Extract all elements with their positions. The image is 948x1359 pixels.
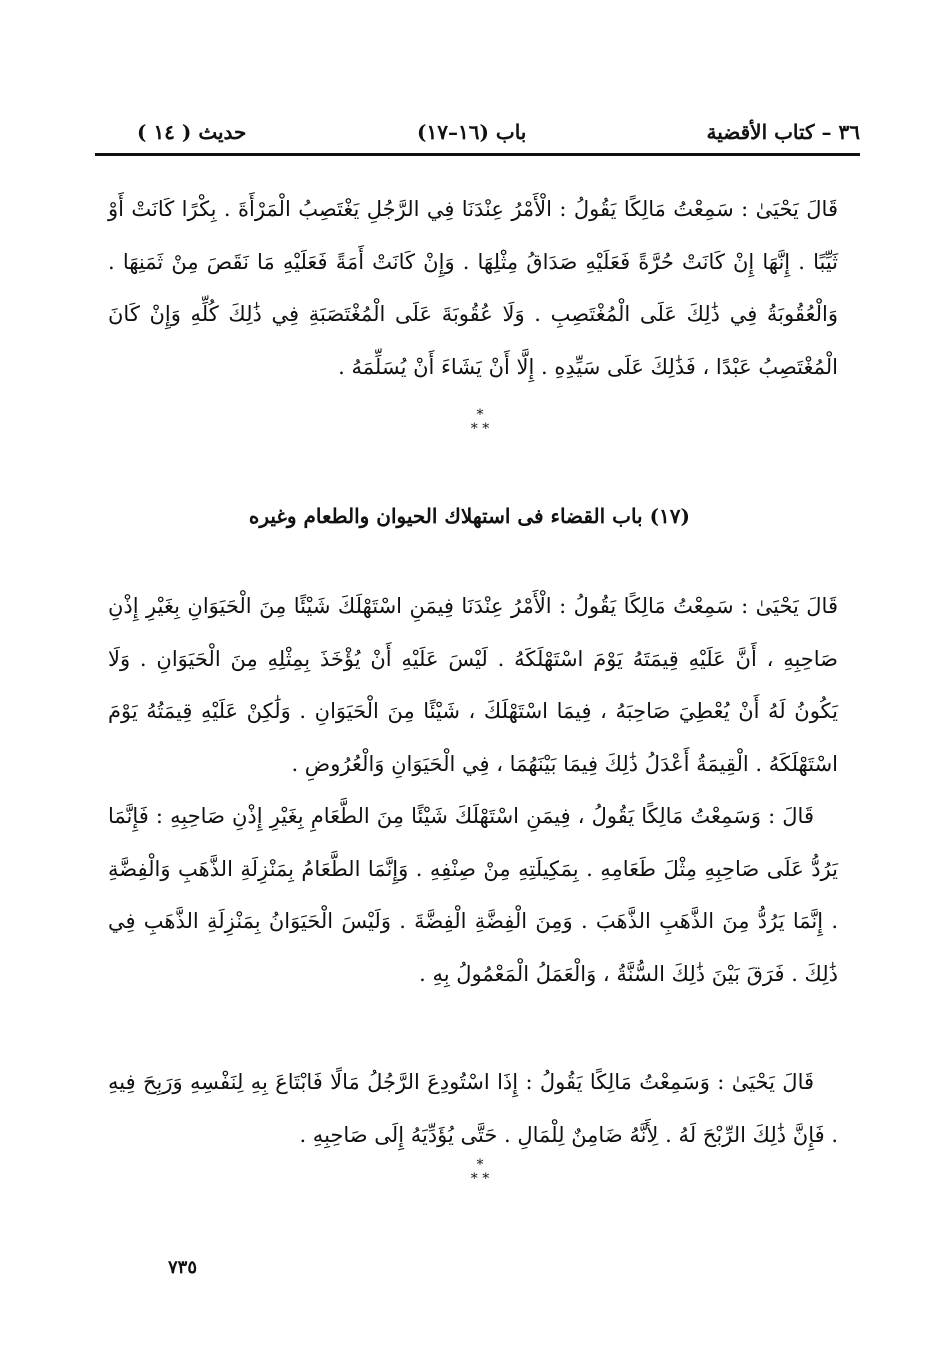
paragraph-4: قَالَ يَحْيَىٰ : وَسَمِعْتُ مَالِكًا يَقُولُ : إِذَا اسْتُودِعَ الرَّجُلُ مَالًا فَابْتَاعَ بِهِ لِنَفْسِهِ وَرَبِحَ فِيهِ . فَإِنَّ ذَٰلِكَ الرِّبْحَ لَهُ . لِأَنَّهُ ضَامِنٌ لِلْمَالِ . حَتَّى يُؤَدِّيَهُ إِلَى صَاحِبِهِ . <box>108 1070 838 1147</box>
page-number: ٧٣٥ <box>168 1257 198 1278</box>
paragraph-1: قَالَ يَحْيَىٰ : سَمِعْتُ مَالِكًا يَقُولُ : الْأَمْرُ عِنْدَنَا فِي الرَّجُلِ يَغْتَصِبُ الْمَرْأَةَ . بِكْرًا كَانَتْ أَوْ ثَيِّبًا . إِنَّهَا إِنْ كَانَتْ حُرَّةً فَعَلَيْهِ صَدَاقُ مِثْلِهَا . وَإِنْ كَانَتْ أَمَةً فَعَلَيْهِ مَا نَقَصَ مِنْ ثَمَنِهَا . وَالْعُقُوبَةُ فِي ذَٰلِكَ عَلَى الْمُغْتَصِبِ . وَلَا عُقُوبَةَ عَلَى الْمُغْتَصَبَةِ فِي ذَٰلِكَ كُلِّهِ وَإِنْ كَانَ الْمُغْتَصِبُ عَبْدًا ، فَذَٰلِكَ عَلَى سَيِّدِهِ . إِلَّا أَنْ يَشَاءَ أَنْ يُسَلِّمَهُ . <box>108 197 838 379</box>
separator-stars-2: * * * <box>470 1157 490 1187</box>
header-hadith-number: ( ١٤ ) حديث <box>137 120 247 144</box>
header-rule <box>95 153 860 156</box>
running-header <box>95 112 860 152</box>
section-title: (١٧) باب القضاء فى استهلاك الحيوان والطعام وغيره <box>248 504 690 528</box>
paragraph-3: قَالَ : وَسَمِعْتُ مَالِكًا يَقُولُ ، فِيمَنِ اسْتَهْلَكَ شَيْئًا مِنَ الطَّعَامِ بِغَيْرِ إِذْنِ صَاحِبِهِ : فَإِنَّمَا يَرُدُّ عَلَى صَاحِبِهِ مِثْلَ طَعَامِهِ . بِمَكِيلَتِهِ مِنْ صِنْفِهِ . وَإِنَّمَا الطَّعَامُ بِمَنْزِلَةِ الذَّهَبِ وَالْفِضَّةِ . إِنَّمَا يَرُدُّ مِنَ الذَّهَبِ الذَّهَبَ . وَمِنَ الْفِضَّةِ الْفِضَّةَ . وَلَيْسَ الْحَيَوَانُ بِمَنْزِلَةِ الذَّهَبِ فِي ذَٰلِكَ . فَرَقَ بَيْنَ ذَٰلِكَ السُّنَّةُ ، وَالْعَمَلُ الْمَعْمُولُ بِهِ . <box>108 804 838 986</box>
paragraph-2: قَالَ يَحْيَىٰ : سَمِعْتُ مَالِكًا يَقُولُ : الْأَمْرُ عِنْدَنَا فِيمَنِ اسْتَهْلَكَ شَيْئًا مِنَ الْحَيَوَانِ بِغَيْرِ إِذْنِ صَاحِبِهِ ، أَنَّ عَلَيْهِ قِيمَتَهُ يَوْمَ اسْتَهْلَكَهُ . لَيْسَ عَلَيْهِ أَنْ يُؤْخَذَ بِمِثْلِهِ مِنَ الْحَيَوَانِ . وَلَا يَكُونُ لَهُ أَنْ يُعْطِيَ صَاحِبَهُ ، فِيمَا اسْتَهْلَكَ ، شَيْئًا مِنَ الْحَيَوَانِ . وَلَٰكِنْ عَلَيْهِ قِيمَتُهُ يَوْمَ اسْتَهْلَكَهُ . الْقِيمَةُ أَعْدَلُ ذَٰلِكَ فِيمَا بَيْنَهُمَا ، فِي الْحَيَوَانِ وَالْعُرُوضِ . <box>108 594 838 776</box>
header-chapter-title: ٣٦ – كتاب الأقضية <box>706 120 860 144</box>
separator-stars-1: * * * <box>470 407 490 437</box>
header-section-range: (١٦–١٧) باب <box>417 120 527 144</box>
